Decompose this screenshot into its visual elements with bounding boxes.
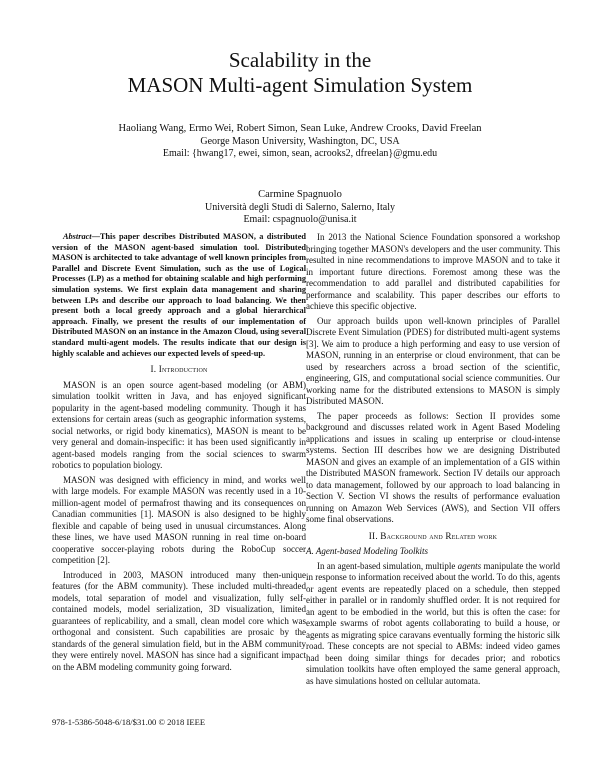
author-affiliation: Università degli Studi di Salerno, Salerno, Italy xyxy=(205,201,395,213)
author-email: Email: {hwang17, ewei, simon, sean, acrooks2, dfreelan}@gmu.edu xyxy=(162,147,438,159)
title-line-2: MASON Multi-agent Simulation System xyxy=(127,73,473,97)
left-column xyxy=(52,232,306,676)
paragraph: MASON was designed with efficiency in mind, and works well with large models. For example MASON was recently used in a 10-million-agent model of permafrost thawing and its consequences on Canadian communities [1]. MASON is also designed to be highly flexible and capable of being used in unusual circumstances. Along these lines, we have used MASON running in real time on-board cooperative soccer-playing robots during the RoboCup soccer competition [2]. xyxy=(52,474,306,566)
text-run: In an agent-based simulation, multiple xyxy=(317,560,458,571)
right-column xyxy=(306,232,560,690)
paper-title xyxy=(0,48,600,98)
section-heading: II. Background and Related work xyxy=(368,530,498,541)
paragraph: Introduced in 2003, MASON introduced many then-unique features (for the ABM community). These included multi-threaded models, total separation of model and visualization, fully self-contained models, model serialization, 3D visualization, limited guarantees of replicability, and a small, clean model core which was orthogonal and consistent. Such capabilities are prosaic by the standards of the general simulation field, but in the ABM community they were entirely novel. MASON has since had a significant impact on the ABM modeling community going forward. xyxy=(52,569,306,672)
subsection-heading: A. Agent-based Modeling Toolkits xyxy=(306,546,428,556)
abstract-label: Abstract xyxy=(63,232,92,241)
text-run: manipulate the world in response to information received about the world. To do this, agents or agent events are repeatedly placed on a schedule, then stepped either in parallel or in randomly shuffled order. It is not required for an agent to be embodied in the world, but this is often the case: for example swarms of robot agents collaborating to build a house, or agents as migrating spice caravans eventually forming the historic silk road. These concepts are not special to ABMs: indeed video games had been doing similar things for decades prior; and robotics simulation toolkits have often employed the same general approach, as have simulations hosted on cellular automata. xyxy=(306,560,560,686)
paragraph xyxy=(306,561,560,688)
paragraph: In 2013 the National Science Foundation sponsored a workshop bringing together MASON's developers and the user community. This resulted in nine recommendations to improve MASON and to take it in important future directions. Foremost among these was the recommendation to add parallel and distributed capabilities for performance and scalability. This paper describes our efforts to achieve this specific objective. xyxy=(306,232,560,311)
copyright-footer: 978-1-5386-5048-6/18/$31.00 © 2018 IEEE xyxy=(52,717,206,727)
abstract xyxy=(52,232,306,359)
paragraph: The paper proceeds as follows: Section II provides some background and discusses related work in Agent Based Modeling applications and issues in scaling up enterprise or cloud-intense systems. Section III describes how we are designing Distributed MASON and gives an example of an implementation of a GIS within the Distributed MASON framework. Section IV details our approach to data management, followed by our approach to load balancing in Section V. Section VI shows the results of performance evaluation running on Amazon Web Services (AWS), and Section VII offers some final observations. xyxy=(306,410,560,524)
paragraph: Our approach builds upon well-known principles of Parallel Discrete Event Simulation (PDES) for distributed multi-agent systems [3]. We aim to produce a high performing and easy to use version of MASON, running in an enterprise or cloud environment, that can be used by researchers across a broad section of the scientific, engineering, GIS, and computational social science communities. Our working name for the distributed extensions to MASON is simply Distributed MASON. xyxy=(306,315,560,406)
author-block-1 xyxy=(0,122,600,160)
author-block-2 xyxy=(0,188,600,226)
author-names: Carmine Spagnuolo xyxy=(258,189,342,200)
author-names: Haoliang Wang, Ermo Wei, Robert Simon, Sean Luke, Andrew Crooks, David Freelan xyxy=(118,123,482,134)
abstract-text: This paper describes Distributed MASON, a distributed version of the MASON agent-based simulation tool. Distributed MASON is architected to take advantage of well known principles from Parallel and Discrete Event Simulation, such as the use of Logical Processes (LP) as a method for obtaining scalable and high performing simulation systems. We first explain data management and sharing between LPs and describe our approach to load balancing. We then present both a local greedy approach and a global hierarchical approach. Finally, we present the results of our implementation of Distributed MASON on an instance in the Amazon Cloud, using several standard multi-agent models. The results indicate that our design is highly scalable and achieves our expected levels of speed-up. xyxy=(52,232,306,358)
section-heading: I. Introduction xyxy=(150,364,208,375)
emphasis: agents xyxy=(457,560,482,571)
title-line-1: Scalability in the xyxy=(228,48,372,72)
author-email: Email: cspagnuolo@unisa.it xyxy=(243,213,357,225)
abstract-dash: — xyxy=(91,232,100,241)
author-affiliation: George Mason University, Washington, DC, USA xyxy=(200,135,400,147)
paragraph: MASON is an open source agent-based modeling (or ABM) simulation toolkit written in Java, and has enjoyed significant popularity in the agent-based modeling community. Though it has extensions for certain areas (such as geographic information systems, social networks, or rigid body kinematics), MASON is meant to be very general and domain-inspecific: it has been used significantly in agent-based models ranging from the social sciences to swarm robotics to population biology. xyxy=(52,379,306,471)
